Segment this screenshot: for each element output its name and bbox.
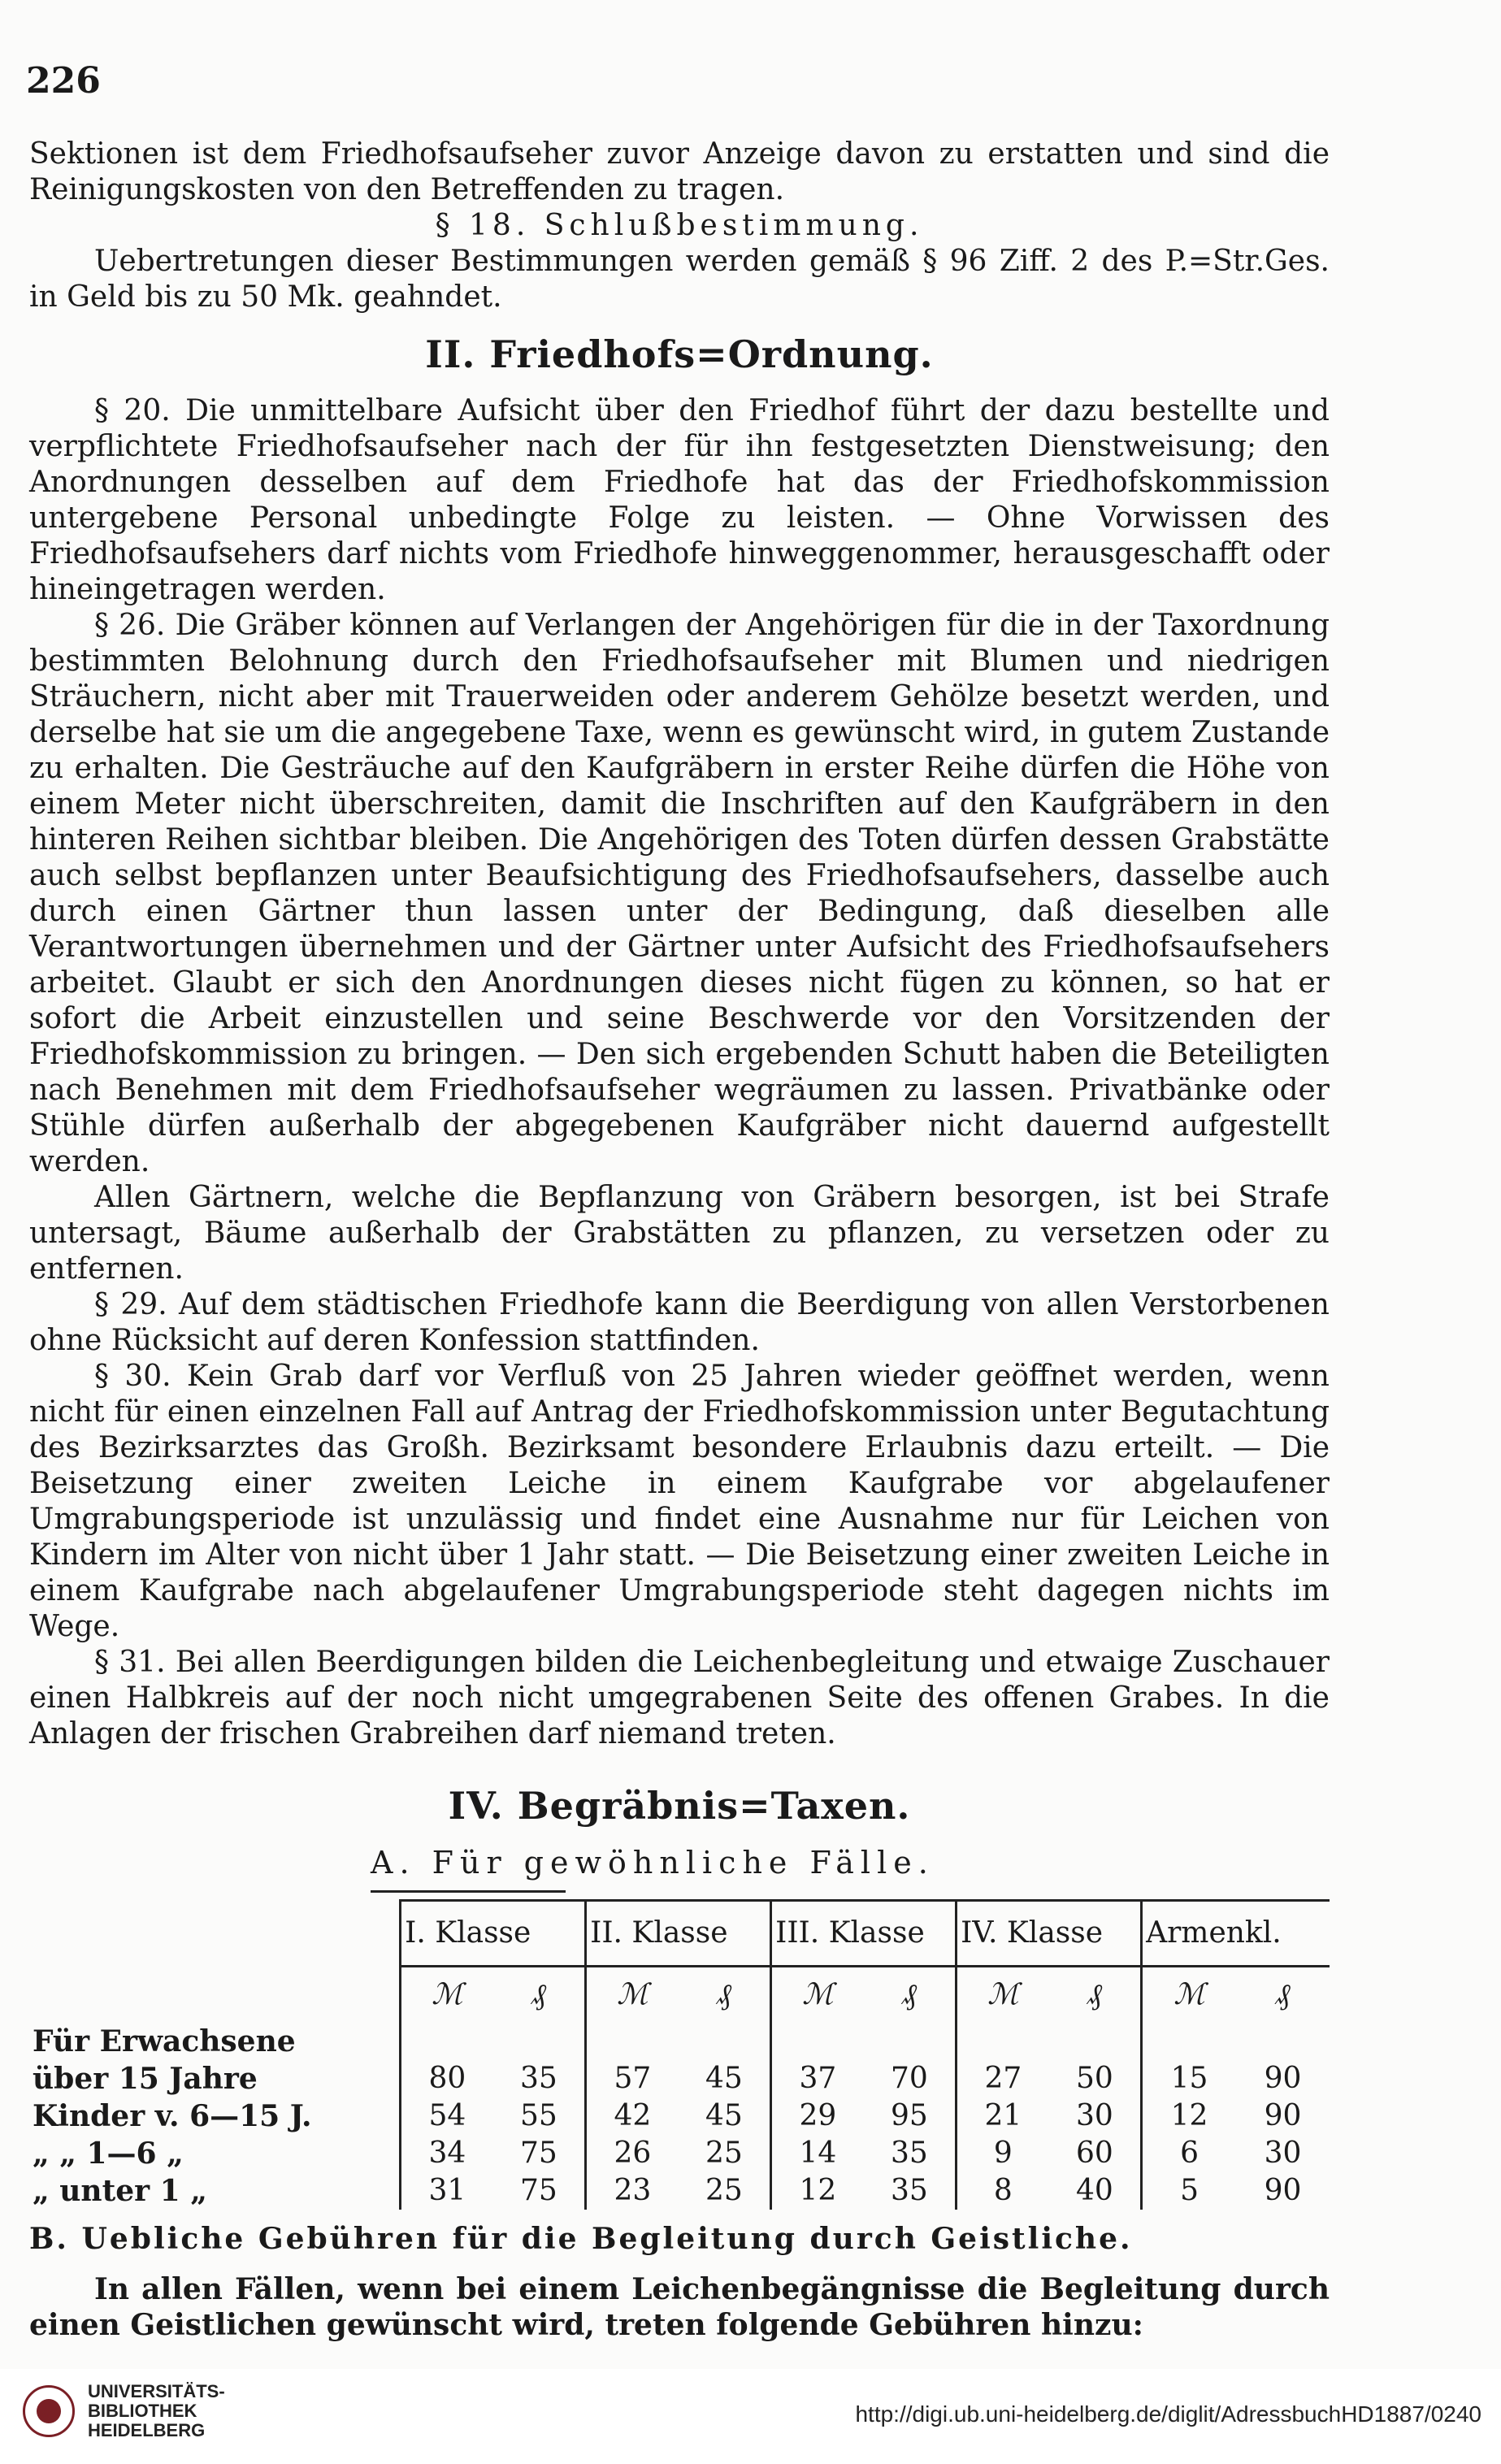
currency-pfennig: ₰: [1275, 1978, 1291, 2011]
table-row: [29, 2060, 1330, 2097]
cell-value: 75: [519, 2136, 557, 2170]
currency-pfennig: ₰: [531, 1978, 546, 2011]
cell-value: 50: [1075, 2062, 1113, 2095]
currency-mark: ℳ: [957, 1967, 1049, 2024]
cell-value: 14: [771, 2135, 864, 2172]
cell-value: 15: [1142, 2060, 1236, 2097]
cell-value: 23: [586, 2172, 679, 2210]
currency-pfennig: ₰: [716, 1978, 731, 2011]
library-name: UNIVERSITÄTS- BIBLIOTHEK HEIDELBERG: [88, 2381, 225, 2440]
cell-value: 34: [401, 2135, 493, 2172]
paragraph-uebertretungen: Uebertretungen dieser Bestimmungen werden gemäß § 96 Ziff. 2 des P.=Str.Ges. in Geld bis zu 50 Mk. geahndet.: [29, 245, 1330, 314]
section-a-heading: A. Für gewöhnliche Fälle.: [371, 1845, 935, 1881]
row-label: „ „ 1—6 „: [33, 2136, 184, 2171]
cell-value: 25: [705, 2174, 743, 2207]
table-corner: [29, 1901, 401, 1967]
cell-value: 25: [705, 2136, 743, 2170]
cell-value: 37: [771, 2060, 864, 2097]
library-logo: [23, 2375, 364, 2448]
heading-friedhofs-ordnung: II. Friedhofs=Ordnung.: [425, 332, 934, 376]
currency-mark: ℳ: [401, 1967, 493, 2024]
page-number: 226: [26, 60, 101, 102]
fee-table: [29, 1899, 1330, 2210]
cell-value: 12: [1142, 2097, 1236, 2135]
cell-value: 70: [890, 2062, 928, 2095]
cell-value: 60: [1075, 2136, 1113, 2170]
cell-value: 45: [705, 2099, 743, 2132]
row-label: Kinder v. 6—15 J.: [33, 2099, 312, 2133]
cell-value: 35: [890, 2174, 928, 2207]
cell-value: 90: [1264, 2099, 1302, 2132]
cell-value: 95: [890, 2099, 928, 2132]
cell-value: 40: [1075, 2174, 1113, 2207]
paragraph-section-26: § 26. Die Gräber können auf Verlangen der Angehörigen für die in der Taxordnung bestimmten Belohnung durch den Friedhofsaufseher mit Blumen und niedrigen Sträuchern, nicht aber mit Trauerweiden oder anderem Gehölze besetzt werden, und derselbe hat sie um die angegebene Taxe, wenn es gewünscht wird, in gutem Zustande zu erhalten. Die Gesträuche auf den Kaufgräbern in erster Reihe dürfen die Höhe von einem Meter nicht überschreiten, damit die Inschriften auf den Kaufgräbern in den hinteren Reihen sichtbar bleiben. Die Angehörigen des Toten dürfen dessen Grabstätte auch selbst bepflanzen unter Beaufsichtigung des Friedhofsaufsehers, dasselbe auch durch einen Gärtner thun lassen unter der Bedingung, daß dieselben alle Verantwortungen übernehmen und der Gärtner unter Aufsicht des Friedhofsaufsehers arbeitet. Glaubt er sich den Anordnungen dieses nicht fügen zu können, so hat er sofort die Arbeit einzustellen und seine Beschwerde vor den Vorsitzenden der Friedhofskommission zu bringen. — Den sich ergebenden Schutt haben die Beteiligten nach Benehmen mit dem Friedhofsaufseher wegräumen zu lassen. Privatbänke oder Stühle dürfen außerhalb der abgegebenen Kaufgräber nicht dauernd aufgestellt werden.: [29, 609, 1330, 1178]
cell-value: 54: [401, 2097, 493, 2135]
cell-value: 6: [1142, 2135, 1236, 2172]
cell-value: 8: [957, 2172, 1049, 2210]
section-b-heading: B. Uebliche Gebühren für die Begleitung durch Geistliche.: [29, 2222, 1133, 2256]
currency-mark: ℳ: [1142, 1967, 1236, 2024]
cell-value: 45: [705, 2062, 743, 2095]
table-row: [29, 2172, 1330, 2210]
table-header-cell: III. Klasse: [771, 1901, 957, 1967]
row-label: „ unter 1 „: [33, 2174, 207, 2208]
paragraph-section-31: § 31. Bei allen Beerdigungen bilden die Leichenbegleitung und etwaige Zuschauer einen Halbkreis auf der noch nicht umgegrabenen Seite des offenen Grabes. In die Anlagen der frischen Grabreihen darf niemand treten.: [29, 1646, 1330, 1750]
paragraph-section-29: § 29. Auf dem städtischen Friedhofe kann die Beerdigung von allen Verstorbenen ohne Rücksicht auf deren Konfession stattfinden.: [29, 1288, 1330, 1357]
cell-value: 26: [586, 2135, 679, 2172]
currency-mark: ℳ: [771, 1967, 864, 2024]
library-seal-icon: [23, 2385, 75, 2437]
table-row: [29, 2135, 1330, 2172]
row-label: Für Erwachsene: [33, 2024, 296, 2058]
paragraph-section-20: § 20. Die unmittelbare Aufsicht über den Friedhof führt der dazu bestellte und verpflichtete Friedhofsaufseher nach der für ihn festgesetzten Dienstweisung; den Anordnungen desselben auf dem Friedhofe hat das der Friedhofskommission untergebene Personal unbedingte Folge zu leisten. — Ohne Vorwissen des Friedhofsaufsehers darf nichts vom Friedhofe hinweggenommer, herausgeschafft oder hineingetragen werden.: [29, 394, 1330, 606]
table-label: [29, 1967, 401, 2024]
cell-value: 30: [1264, 2136, 1302, 2170]
paragraph-section-30: § 30. Kein Grab darf vor Verfluß von 25 Jahren wieder geöffnet werden, wenn nicht für einen einzelnen Fall auf Antrag der Friedhofskommission unter Begutachtung des Bezirksarztes das Großh. Bezirksamt besondere Erlaubnis dazu erteilt. — Die Beisetzung einer zweiten Leiche in einem Kaufgrabe vor abgelaufener Umgrabungsperiode ist unzulässig und findet eine Ausnahme nur für Leichen von Kindern im Alter von nicht über 1 Jahr statt. — Die Beisetzung einer zweiten Leiche in einem Kaufgrabe nach abgelaufener Umgrabungsperiode steht dagegen nichts im Wege.: [29, 1360, 1330, 1643]
table-header-cell: I. Klasse: [401, 1901, 586, 1967]
cell-value: 30: [1075, 2099, 1113, 2132]
row-label: über 15 Jahre: [33, 2062, 258, 2096]
cell-value: 27: [957, 2060, 1049, 2097]
heading-begraebnis-taxen: IV. Begräbnis=Taxen.: [448, 1784, 911, 1828]
cell-value: 35: [519, 2062, 557, 2095]
paragraph-sektionen: Sektionen ist dem Friedhofsaufseher zuvor Anzeige davon zu erstatten und sind die Reinigungskosten von den Betreffenden zu tragen.: [29, 137, 1330, 206]
section-18-heading: § 18. Schlußbestimmung.: [435, 209, 924, 242]
section-a-rule: [371, 1890, 566, 1893]
cell-value: 90: [1264, 2174, 1302, 2207]
currency-pfennig: ₰: [1087, 1978, 1102, 2011]
table-header-cell: Armenkl.: [1142, 1901, 1330, 1967]
cell-value: 35: [890, 2136, 928, 2170]
cell-value: 21: [957, 2097, 1049, 2135]
table-row: [29, 2097, 1330, 2135]
paragraph-gaertner: Allen Gärtnern, welche die Bepflanzung von Gräbern besorgen, ist bei Strafe untersagt, Bäume außerhalb der Grabstätten zu pflanzen, zu versetzen oder zu entfernen.: [29, 1181, 1330, 1286]
cell-value: 9: [957, 2135, 1049, 2172]
table-header-row: [29, 1901, 1330, 1967]
cell-value: 31: [401, 2172, 493, 2210]
cell-value: 57: [586, 2060, 679, 2097]
table-header-cell: IV. Klasse: [957, 1901, 1142, 1967]
cell-value: 80: [401, 2060, 493, 2097]
cell-value: 42: [586, 2097, 679, 2135]
page-content: [29, 137, 1330, 2343]
currency-pfennig: ₰: [901, 1978, 917, 2011]
table-header-cell: II. Klasse: [586, 1901, 771, 1967]
currency-mark: ℳ: [586, 1967, 679, 2024]
cell-value: 29: [771, 2097, 864, 2135]
cell-value: 90: [1264, 2062, 1302, 2095]
cell-value: 5: [1142, 2172, 1236, 2210]
currency-row: [29, 1967, 1330, 2024]
cell-value: 12: [771, 2172, 864, 2210]
cell-value: 55: [519, 2099, 557, 2132]
paragraph-begleitung: In allen Fällen, wenn bei einem Leichenbegängnisse die Begleitung durch einen Geistlichen gewünscht wird, treten folgende Gebühren hinzu:: [29, 2272, 1330, 2342]
cell-value: 75: [519, 2174, 557, 2207]
table-row: [29, 2023, 1330, 2060]
source-url[interactable]: http://digi.ub.uni-heidelberg.de/diglit/AdressbuchHD1887/0240: [855, 2401, 1481, 2427]
